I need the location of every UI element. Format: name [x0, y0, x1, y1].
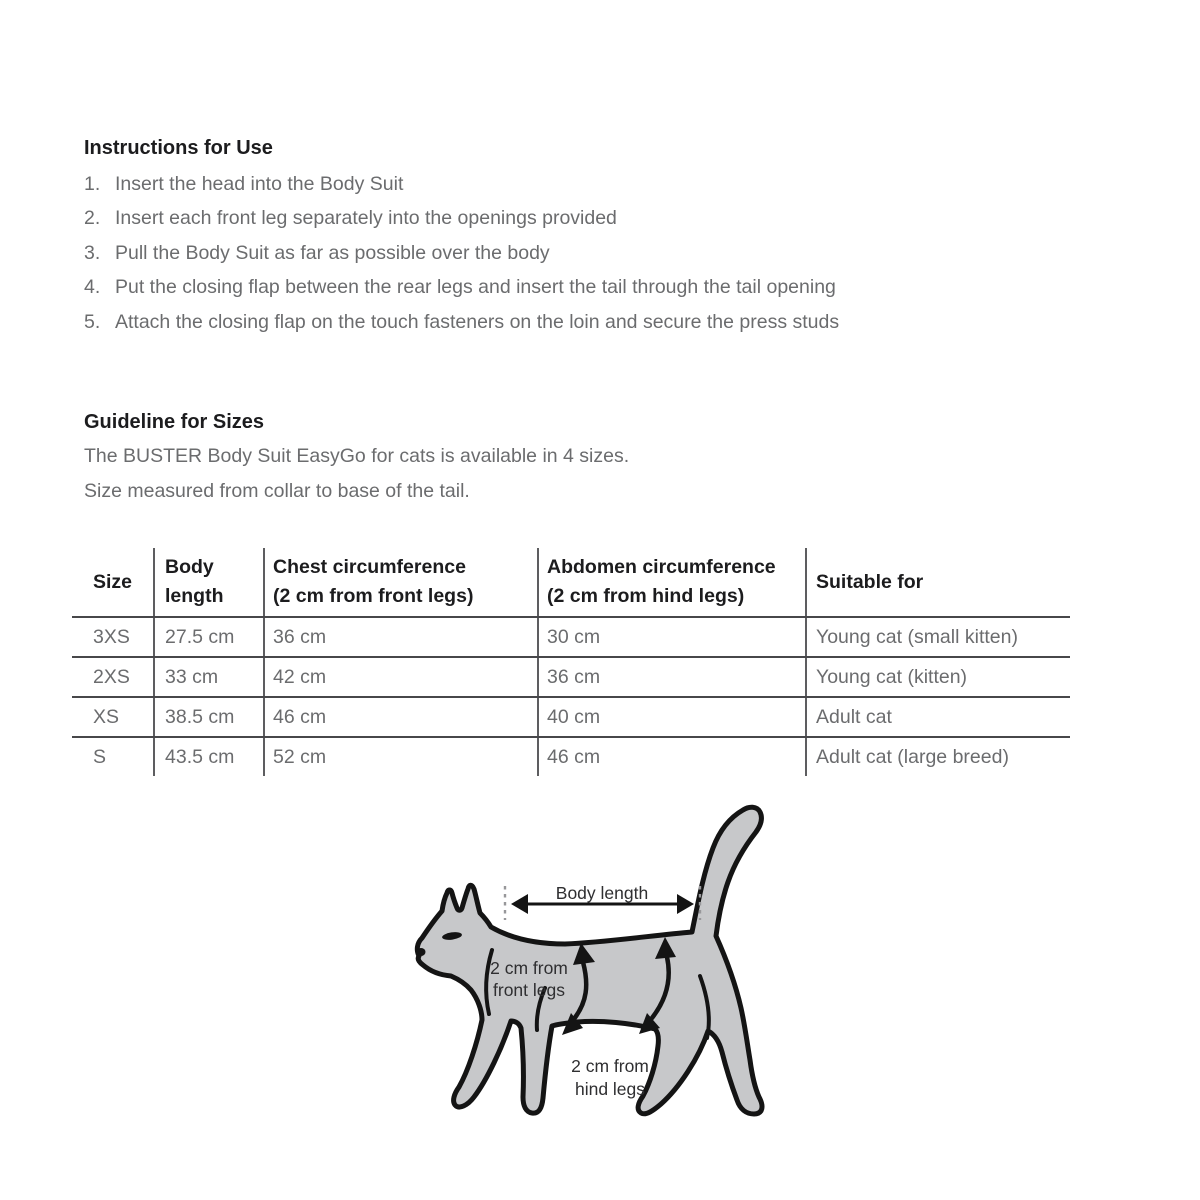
- step-number: 2.: [84, 207, 101, 230]
- step-number: 5.: [84, 310, 101, 333]
- cell-abdomen: 46 cm: [537, 738, 805, 776]
- cell-size: 2XS: [93, 666, 130, 688]
- cell-chest: 52 cm: [263, 738, 537, 776]
- cell-suitable: Young cat (kitten): [805, 658, 1070, 696]
- column-header-size: [72, 548, 153, 616]
- cell-body-length: 27.5 cm: [153, 618, 263, 656]
- table-row: [72, 618, 1070, 658]
- cell-abdomen: 40 cm: [537, 698, 805, 736]
- cat-diagram-svg: [395, 780, 805, 1160]
- front-legs-label-line2: front legs: [493, 980, 565, 1000]
- step-text: Put the closing flap between the rear legs and insert the tail through the tail opening: [115, 276, 836, 299]
- arrowhead-left-icon: [511, 894, 528, 914]
- step-text: Attach the closing flap on the touch fasteners on the loin and secure the press studs: [115, 310, 840, 333]
- column-header-label: (2 cm from hind legs): [547, 585, 745, 607]
- table-row: [72, 698, 1070, 738]
- column-header-label: Size: [93, 570, 133, 593]
- column-header-chest: [263, 548, 537, 616]
- column-header-label: length: [165, 585, 224, 607]
- step-number: 4.: [84, 276, 101, 299]
- cat-nose: [417, 948, 426, 956]
- cell-chest: 42 cm: [263, 658, 537, 696]
- intro-line: Size measured from collar to base of the tail.: [84, 480, 470, 502]
- column-header-label: Abdomen circumference: [547, 556, 776, 578]
- cell-body-length: 43.5 cm: [153, 738, 263, 776]
- guideline-heading: Guideline for Sizes: [84, 411, 265, 433]
- intro-line: The BUSTER Body Suit EasyGo for cats is available in 4 sizes.: [84, 445, 630, 467]
- guideline-intro: [84, 439, 1124, 509]
- step-text: Insert the head into the Body Suit: [115, 173, 404, 195]
- hind-legs-label-line2: hind legs: [574, 1079, 646, 1099]
- arrowhead-right-icon: [677, 894, 694, 914]
- cell-suitable: Adult cat: [805, 698, 1070, 736]
- cell-chest: 36 cm: [263, 618, 537, 656]
- front-legs-label-line1: 2 cm from: [490, 958, 568, 978]
- column-header-label: (2 cm from front legs): [273, 585, 474, 607]
- instructions-list: [84, 167, 1124, 339]
- column-header-suitable-for: [805, 548, 1070, 616]
- cell-suitable: Young cat (small kitten): [805, 618, 1070, 656]
- cell-size: XS: [93, 706, 120, 728]
- list-item: [84, 236, 1124, 270]
- list-item: [84, 305, 1124, 339]
- cell-body-length: 38.5 cm: [153, 698, 263, 736]
- step-number: 1.: [84, 173, 101, 195]
- instructions-section: [84, 136, 1124, 339]
- instructions-heading: Instructions for Use: [84, 137, 273, 159]
- hind-legs-label-line1: 2 cm from: [571, 1056, 649, 1076]
- cell-abdomen: 30 cm: [537, 618, 805, 656]
- step-text: Insert each front leg separately into the openings provided: [115, 207, 617, 230]
- cell-size: 3XS: [93, 626, 130, 648]
- column-header-abdomen: [537, 548, 805, 616]
- body-length-label: Body length: [555, 883, 649, 903]
- list-item: [84, 167, 1124, 201]
- cat-measurement-diagram: [395, 780, 805, 1160]
- cell-size: S: [93, 746, 107, 768]
- cell-suitable: Adult cat (large breed): [805, 738, 1070, 776]
- column-header-label: Chest circumference: [273, 556, 466, 578]
- table-header-row: [72, 548, 1070, 618]
- step-text: Pull the Body Suit as far as possible over the body: [115, 241, 550, 264]
- cell-chest: 46 cm: [263, 698, 537, 736]
- list-item: [84, 270, 1124, 304]
- list-item: [84, 201, 1124, 235]
- table-row: [72, 658, 1070, 698]
- cell-body-length: 33 cm: [153, 658, 263, 696]
- column-header-label: Suitable for: [816, 570, 924, 593]
- cell-abdomen: 36 cm: [537, 658, 805, 696]
- size-table: [72, 548, 1070, 776]
- guideline-section: [84, 410, 1124, 509]
- table-row: [72, 738, 1070, 776]
- column-header-label: Body: [165, 556, 214, 578]
- step-number: 3.: [84, 241, 101, 264]
- column-header-body-length: [153, 548, 263, 616]
